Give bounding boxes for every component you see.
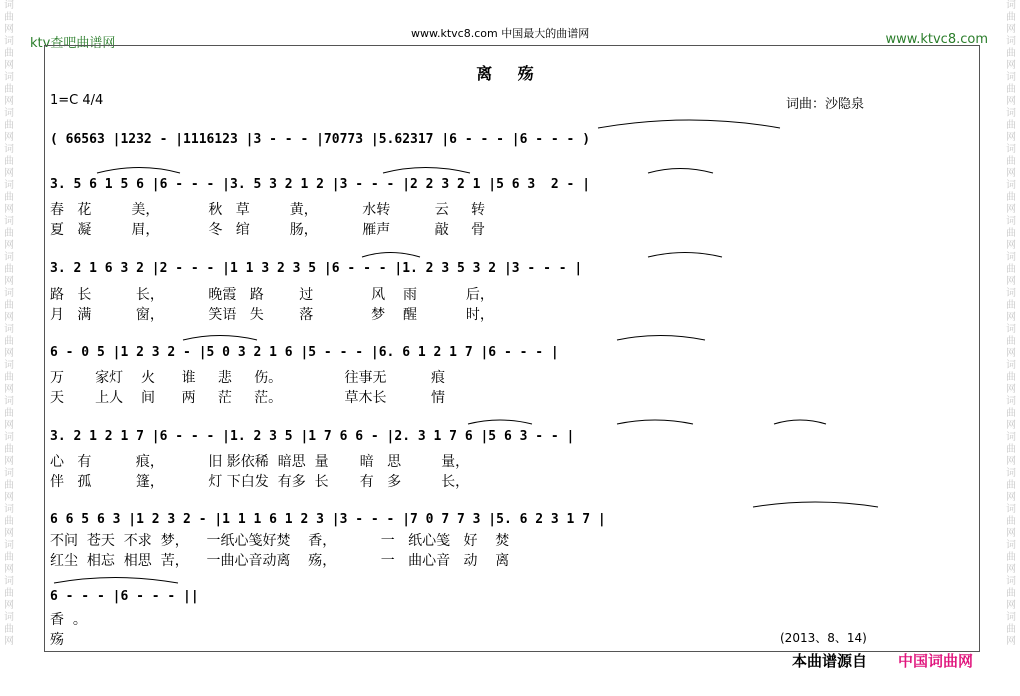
lyric-line-4a: 心 有 痕， 旧 影依稀 暗思 量 暗 思 量， — [50, 454, 470, 470]
lyric-line-5a: 不问 苍天 不求 梦， 一纸心笺好焚 香， 一 纸心笺 好 焚 — [50, 533, 510, 549]
side-watermark-right: 词曲网词曲网词曲网词曲网词曲网词曲网词曲网词曲网词曲网词曲网词曲网词曲网词曲网词曲网词曲网词曲网词曲网词曲网 — [1006, 0, 1016, 647]
score-line-2: 3. 2 1 6 3 2 |2 - - - |1 1 3 2 3 5 |6 - - - |1. 2 3 5 3 2 |3 - - - | — [50, 261, 583, 276]
slur-arc — [648, 253, 722, 258]
slur-arc — [753, 502, 878, 507]
slur-arc — [362, 253, 420, 258]
header-site-name[interactable]: ktv查吧曲谱网 — [30, 36, 116, 51]
slur-arc — [774, 420, 826, 424]
lyric-line-1a: 春 花 美， 秋 草 黄， 水转 云 转 — [50, 202, 486, 218]
slur-arc — [183, 336, 257, 341]
score-line-1: 3. 5 6 1 5 6 |6 - - - |3. 5 3 2 1 2 |3 - - - |2 2 3 2 1 |5 6 3 2 - | — [50, 177, 591, 192]
lyric-line-2a: 路 长 长， 晚霞 路 过 风 雨 后， — [50, 287, 494, 303]
header-site-slogan[interactable]: www.ktvc8.com 中国最大的曲谱网 — [411, 27, 590, 40]
score-line-intro: ( 66563 |1232 - |1116123 |3 - - - |70773 |5.62317 |6 - - - |6 - - - ) — [50, 132, 591, 147]
score-line-3: 6 - 0 5 |1 2 3 2 - |5 0 3 2 1 6 |5 - - - |6. 6 1 2 1 7 |6 - - - | — [50, 345, 559, 360]
slur-arc — [54, 578, 178, 584]
song-title: 离 殇 — [476, 64, 544, 83]
header-site-url[interactable]: www.ktvc8.com — [885, 32, 988, 47]
source-label: 本曲谱源自 — [792, 652, 868, 670]
lyric-line-6b: 殇 — [50, 632, 64, 648]
slur-arc — [617, 420, 693, 424]
composition-date: (2013、8、14) — [780, 631, 867, 645]
side-watermark-left: 词曲网词曲网词曲网词曲网词曲网词曲网词曲网词曲网词曲网词曲网词曲网词曲网词曲网词曲网词曲网词曲网词曲网词曲网 — [4, 0, 14, 647]
lyric-line-3b: 天 上人 间 两 茫 茫。 草木长 情 — [50, 390, 445, 406]
source-site-link[interactable]: 中国词曲网 — [898, 652, 974, 670]
slur-arc — [97, 168, 180, 174]
score-line-5: 6 6 5 6 3 |1 2 3 2 - |1 1 1 6 1 2 3 |3 - - - |7 0 7 7 3 |5. 6 2 3 1 7 | — [50, 512, 606, 527]
author-credit: 词曲：沙隐泉 — [786, 97, 865, 112]
slur-arc — [383, 168, 470, 174]
lyric-line-3a: 万 家灯 火 谁 悲 伤。 往事无 痕 — [50, 370, 445, 386]
slur-arc — [617, 336, 705, 341]
score-line-6: 6 - - - |6 - - - || — [50, 589, 199, 604]
key-signature: 1=C 4/4 — [50, 93, 104, 108]
lyric-line-5b: 红尘 相忘 相思 苦， 一曲心音动离 殇， 一 曲心音 动 离 — [50, 553, 510, 569]
slur-arc — [468, 420, 532, 424]
lyric-line-4b: 伴 孤 篷， 灯 下白发 有多 长 有 多 长， — [50, 474, 470, 490]
lyric-line-1b: 夏 凝 眉， 冬 绾 肠， 雁声 敲 骨 — [50, 222, 486, 238]
lyric-line-6a: 香 。 — [50, 612, 87, 628]
slur-arc — [598, 120, 780, 128]
score-line-4: 3. 2 1 2 1 7 |6 - - - |1. 2 3 5 |1 7 6 6 - |2. 3 1 7 6 |5 6 3 - - | — [50, 429, 575, 444]
lyric-line-2b: 月 满 窗， 笑语 失 落 梦 醒 时， — [50, 307, 494, 323]
slur-arc — [648, 169, 713, 174]
